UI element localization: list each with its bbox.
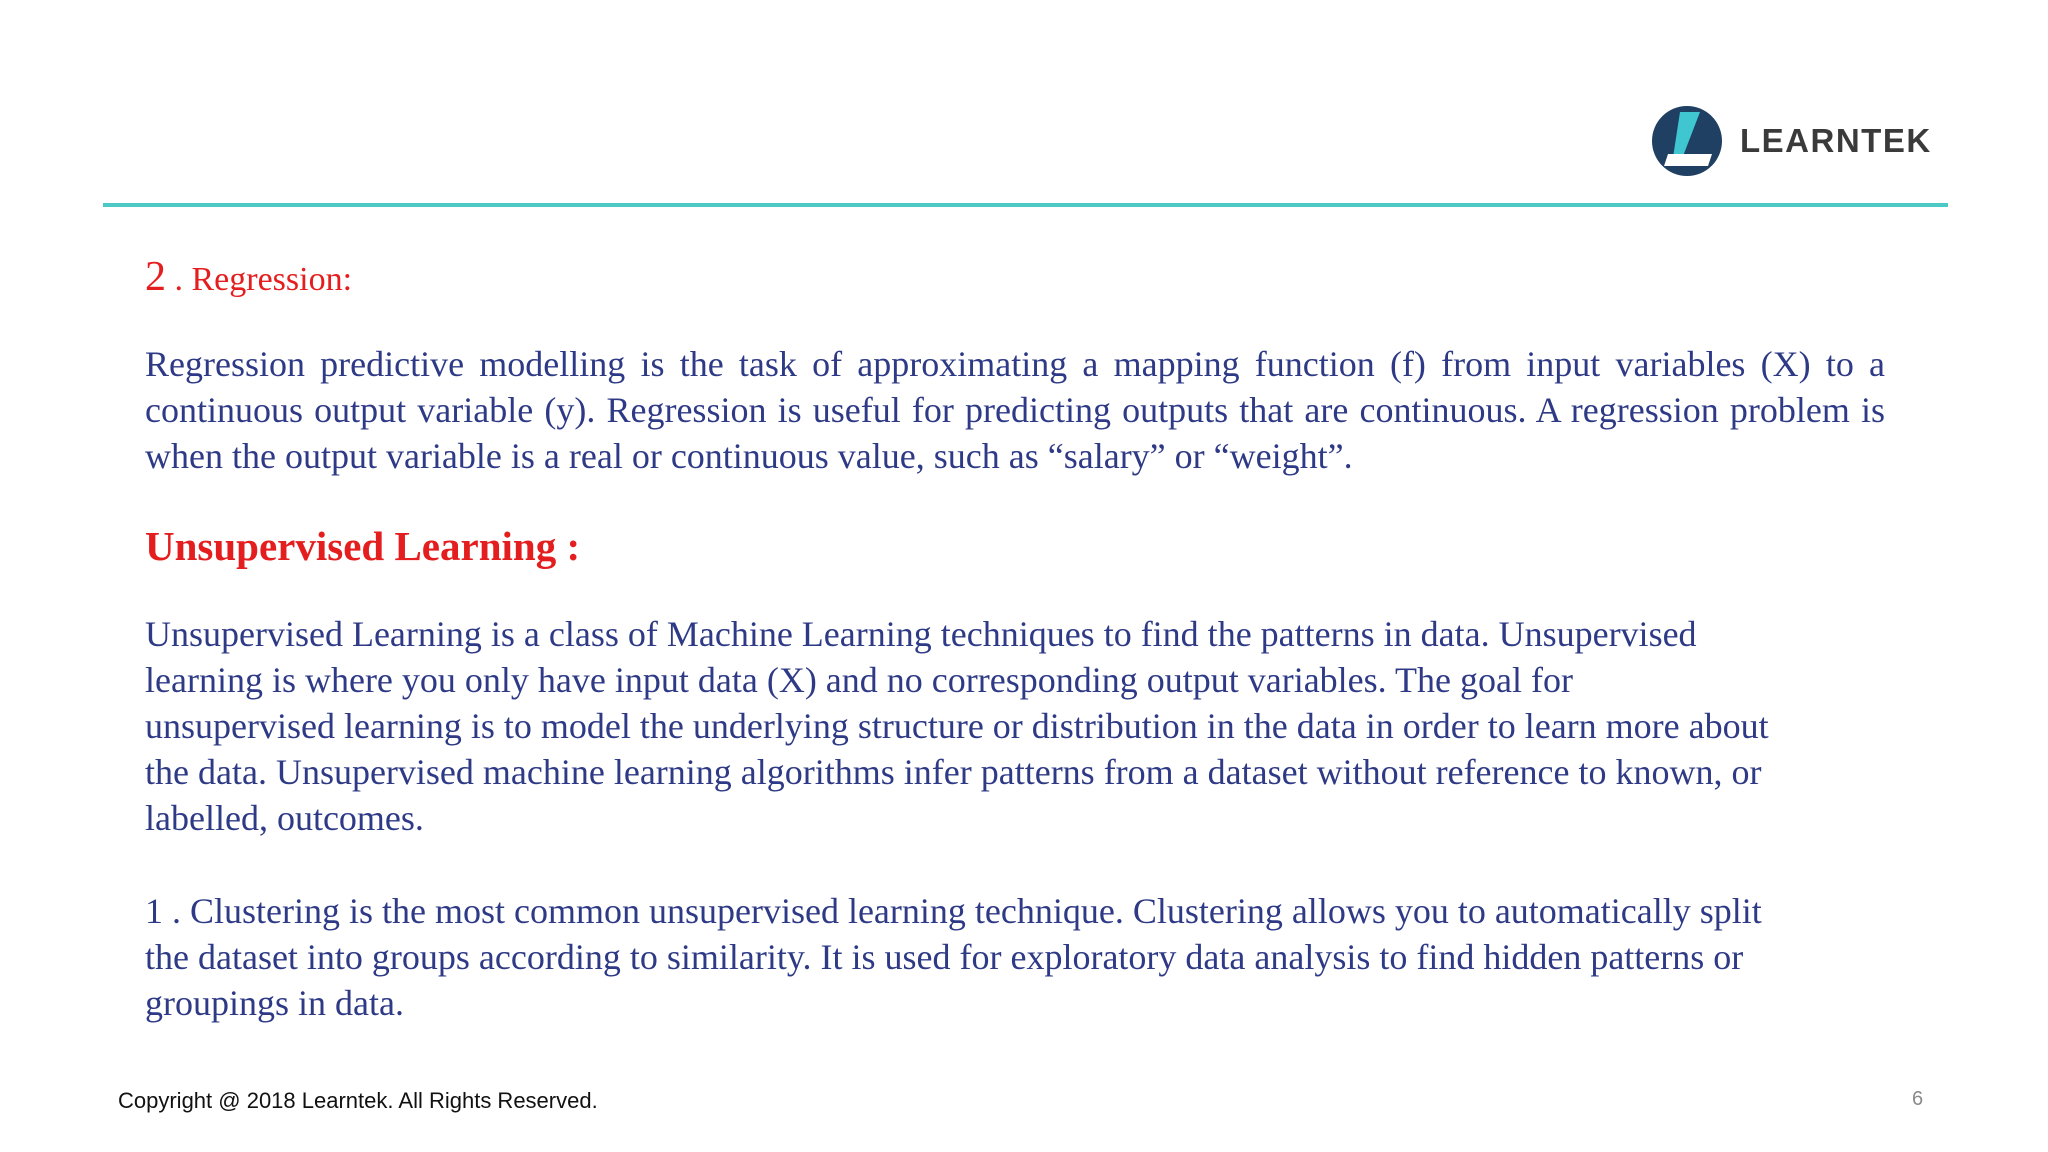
clustering-line: 1 . Clustering is the most common unsupervised learning technique. Clustering allows you to automatically split bbox=[145, 891, 1762, 931]
unsupervised-line: Unsupervised Learning is a class of Machine Learning techniques to find the patterns in data. Unsupervised bbox=[145, 614, 1697, 654]
clustering-paragraph bbox=[145, 888, 1885, 1026]
regression-number: 2 bbox=[145, 254, 166, 300]
unsupervised-line: unsupervised learning is to model the underlying structure or distribution in the data in order to learn more about bbox=[145, 706, 1769, 746]
regression-paragraph: Regression predictive modelling is the task of approximating a mapping function (f) from input variables (X) to a continuous output variable (y). Regression is useful for predicting outputs that are continuous. A regression problem is when the output variable is a real or continuous value, such as “salary” or “weight”. bbox=[145, 344, 1885, 476]
learntek-logo bbox=[1650, 104, 1932, 178]
copyright-footer: Copyright @ 2018 Learntek. All Rights Reserved. bbox=[118, 1088, 598, 1113]
unsupervised-line: learning is where you only have input data (X) and no corresponding output variables. The goal for bbox=[145, 660, 1573, 700]
header-divider bbox=[103, 203, 1948, 207]
unsupervised-heading: Unsupervised Learning : bbox=[145, 523, 581, 569]
clustering-line: groupings in data. bbox=[145, 983, 404, 1023]
unsupervised-paragraph bbox=[145, 611, 1885, 841]
page-number: 6 bbox=[1912, 1088, 1924, 1110]
slide-content bbox=[145, 250, 1885, 1026]
unsupervised-line: labelled, outcomes. bbox=[145, 798, 424, 838]
regression-heading bbox=[145, 250, 1885, 307]
learntek-logo-icon bbox=[1650, 104, 1724, 178]
clustering-line: the dataset into groups according to similarity. It is used for exploratory data analysis to find hidden patterns or bbox=[145, 937, 1744, 977]
regression-title: . Regression: bbox=[166, 261, 353, 298]
unsupervised-line: the data. Unsupervised machine learning algorithms infer patterns from a dataset without reference to known, or bbox=[145, 752, 1762, 792]
logo-text: LEARNTEK bbox=[1740, 122, 1932, 159]
